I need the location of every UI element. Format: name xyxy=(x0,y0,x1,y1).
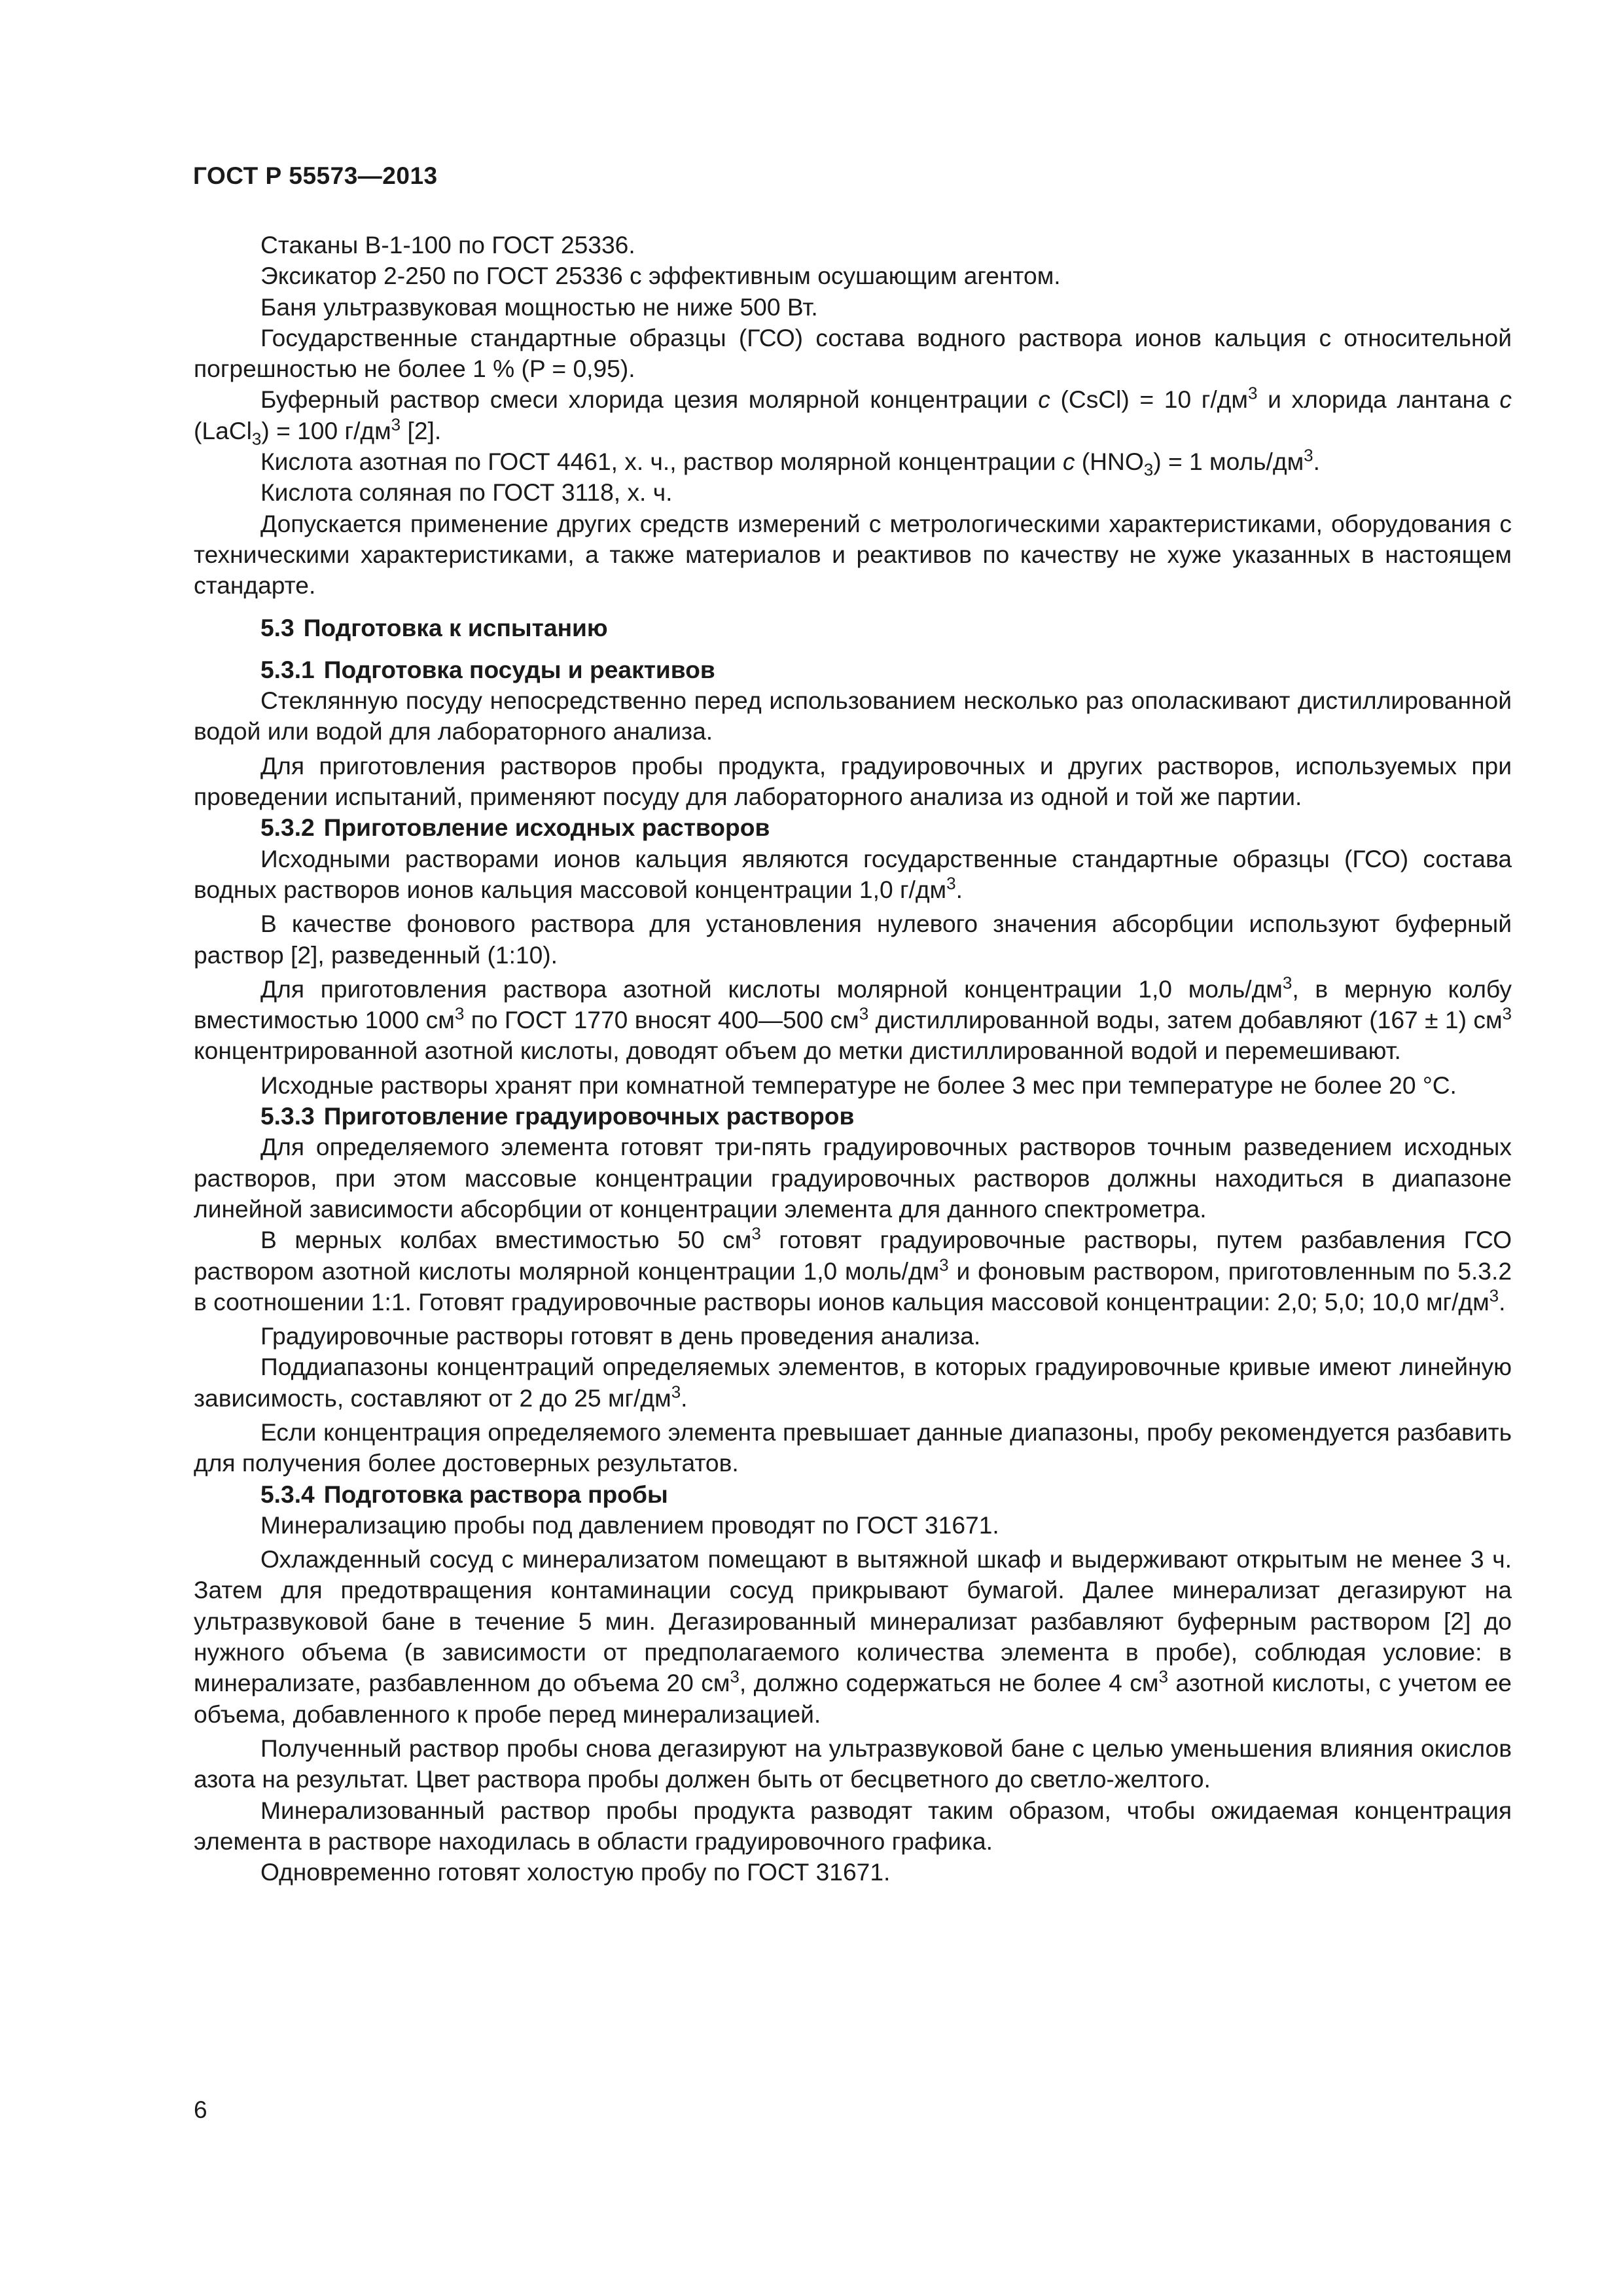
paragraph: Стеклянную посуду непосредственно перед использованием несколько раз ополаскивают дистиллированной водой или водой для лабораторного анализа. xyxy=(194,687,1512,745)
paragraph: Полученный раствор пробы снова дегазируют на ультразвуковой бане с целью уменьшения влияния окислов азота на результат. Цвет раствора пробы должен быть от бесцветного до светло-желтого. xyxy=(194,1734,1512,1793)
section-heading: 5.3.4 Подготовка раствора пробы xyxy=(260,1480,668,1508)
paragraph: Буферный раствор смеси хлорида цезия молярной концентрации c (CsCl) = 10 $г/дм^3$ и хлорида лантана c (LaCl$_3$) = 100 $г/дм^3$ [2]. xyxy=(194,384,1512,449)
section-heading: 5.3.3 Приготовление градуировочных растворов xyxy=(260,1102,855,1130)
paragraph: Градуировочные растворы готовят в день проведения анализа. xyxy=(260,1322,981,1350)
paragraph: Минерализацию пробы под давлением проводят по ГОСТ 31671. xyxy=(260,1511,999,1539)
document-body xyxy=(194,230,1512,1888)
paragraph: Для определяемого элемента готовят три-пять градуировочных растворов точным разведением исходных растворов, при этом массовые концентрации градуировочных растворов должны находиться в диапазоне линейной зависимости абсорбции от концентрации элемента для данного спектрометра. xyxy=(194,1133,1512,1223)
paragraph: В мерных колбах вместимостью 50 $см^3$ готовят градуировочные растворы, путем разбавления ГСО раствором азотной кислоты молярной концентрации 1,0 моль/$дм^3$ и фоновым раствором, приготовленным по 5.3.2 в соотношении 1:1. Готовят градуировочные растворы ионов кальция массовой концентрации: 2,0; 5,0; 10,0 $мг/дм^3$. xyxy=(194,1223,1512,1316)
paragraph: Для приготовления растворов пробы продукта, градуировочных и других растворов, используемых при проведении испытаний, применяют посуду для лабораторного анализа из одной и той же партии. xyxy=(194,751,1512,811)
document-header: ГОСТ Р 55573—2013 xyxy=(193,162,438,189)
paragraph: Эксикатор 2-250 по ГОСТ 25336 с эффективным осушающим агентом. xyxy=(260,262,1061,290)
paragraph: Государственные стандартные образцы (ГСО) состава водного раствора ионов кальция с относительной погрешностью не более 1 % (P = 0,95). xyxy=(194,323,1512,383)
paragraph: В качестве фонового раствора для установления нулевого значения абсорбции используют буферный раствор [2], разведенный (1:10). xyxy=(194,910,1512,969)
paragraph: Кислота соляная по ГОСТ 3118, х. ч. xyxy=(260,478,673,507)
paragraph: Баня ультразвуковая мощностью не ниже 500 Вт. xyxy=(260,293,818,321)
paragraph: Поддиапазоны концентраций определяемых элементов, в которых градуировочные кривые имеют линейную зависимость, составляют от 2 до 25 $мг/дм^3$. xyxy=(194,1353,1512,1412)
page-number: 6 xyxy=(194,2096,207,2123)
paragraph: Если концентрация определяемого элемента превышает данные диапазоны, пробу рекомендуется разбавить для получения более достоверных результатов. xyxy=(194,1418,1512,1477)
paragraph: Исходные растворы хранят при комнатной температуре не более 3 мес при температуре не более 20 °С. xyxy=(260,1071,1457,1099)
paragraph: Одновременно готовят холостую пробу по ГОСТ 31671. xyxy=(260,1858,891,1886)
paragraph: Стаканы В-1-100 по ГОСТ 25336. xyxy=(260,231,635,259)
section-heading: 5.3.1 Подготовка посуды и реактивов xyxy=(260,655,715,683)
paragraph: Охлажденный сосуд с минерализатом помещают в вытяжной шкаф и выдерживают открытым не менее 3 ч. Затем для предотвращения контаминации сосуд прикрывают бумагой. Далее минерализат дегазируют на ультразвуковой бане в течение 5 мин. Дегазированный минерализат разбавляют буферным раствором [2] до нужного объема (в зависимости от предполагаемого количества элемента в пробе), соблюдая условие: в минерализате, разбавленном до объема 20 $см^3$, должно содержаться не более 4 $см^3$ азотной кислоты, с учетом ее объема, добавленного к пробе перед минерализацией. xyxy=(194,1545,1512,1728)
paragraph: Минерализованный раствор пробы продукта разводят таким образом, чтобы ожидаемая концентрация элемента в растворе находилась в области градуировочного графика. xyxy=(194,1796,1512,1855)
section-heading: 5.3 Подготовка к испытанию xyxy=(260,613,608,641)
paragraph: Допускается применение других средств измерений с метрологическими характеристиками, оборудования с техническими характеристиками, а также материалов и реактивов по качеству не хуже указанных в настоящем стандарте. xyxy=(194,509,1512,600)
paragraph: Исходными растворами ионов кальция являются государственные стандартные образцы (ГСО) состава водных растворов ионов кальция массовой концентрации 1,0 $г/дм^3$. xyxy=(194,844,1512,903)
section-heading: 5.3.2 Приготовление исходных растворов xyxy=(260,814,770,842)
paragraph: Кислота азотная по ГОСТ 4461, х. ч., раствор молярной концентрации c $(HNO_3) = 1$ моль/$дм^3$. xyxy=(260,445,1320,480)
paragraph: Для приготовления раствора азотной кислоты молярной концентрации 1,0 моль/$дм^3$, в мерную колбу вместимостью 1000 $см^3$ по ГОСТ 1770 вносят 400—500 $см^3$ дистиллированной воды, затем добавляют (167 ± 1) $см^3$ концентрированной азотной кислоты, доводят объем до метки дистиллированной водой и перемешивают. xyxy=(194,973,1512,1065)
